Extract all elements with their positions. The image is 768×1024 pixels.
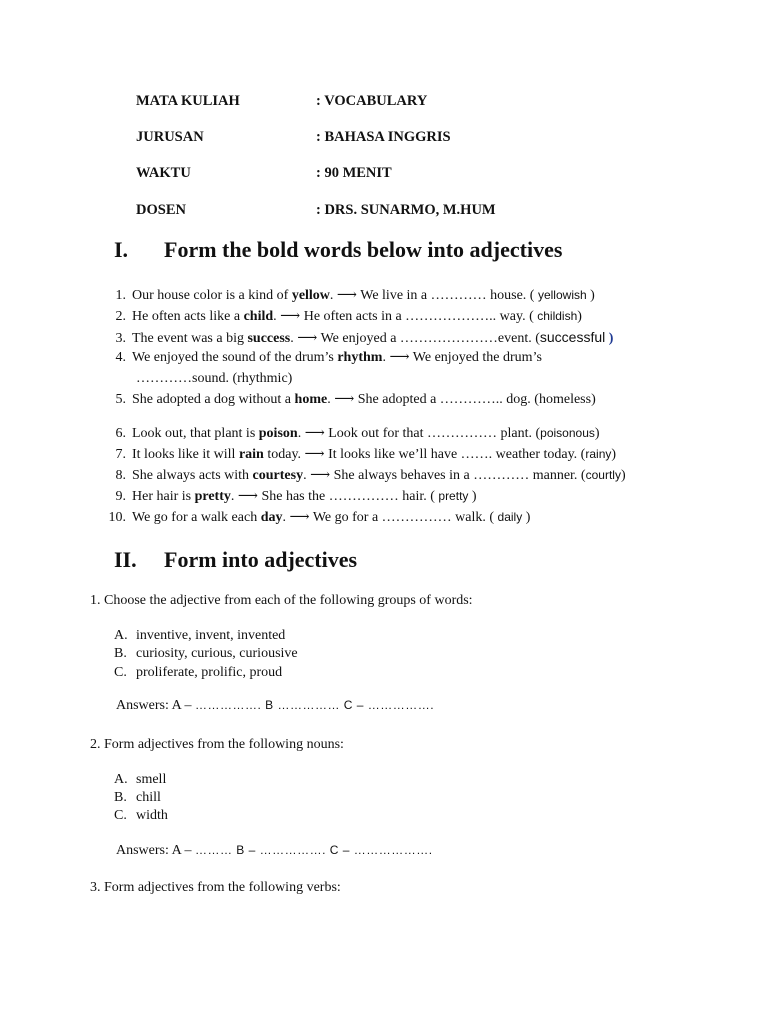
list-item: B. chill (114, 790, 161, 805)
header-label-time: WAKTU (136, 165, 191, 181)
list-item: C. width (114, 808, 168, 823)
question-2-answers: Answers: A – ……… B – ……………. C – ………………. (116, 843, 433, 858)
list-item: 5. She adopted a dog without a home. ⟶ She adopted a ………….. dog. (homeless) (115, 392, 596, 407)
list-item: 4. We enjoyed the sound of the drum’s rhythm. ⟶ We enjoyed the drum’s (115, 350, 542, 365)
question-2-prompt: 2. Form adjectives from the following nouns: (90, 737, 344, 752)
list-item: C. proliferate, prolific, proud (114, 665, 283, 680)
list-item: 8. She always acts with courtesy. ⟶ She always behaves in a ………… manner. (courtly) (115, 468, 626, 483)
list-item: B. curiosity, curious, curiousive (114, 646, 298, 661)
question-3-prompt: 3. Form adjectives from the following verbs: (90, 880, 341, 895)
list-item: 7. It looks like it will rain today. ⟶ It looks like we’ll have ……. weather today. (rainy) (115, 447, 617, 462)
header-label-lecturer: DOSEN (136, 202, 186, 218)
section1-numeral: I. (114, 237, 129, 262)
header-value-course: : VOCABULARY (316, 93, 428, 109)
list-item: A. smell (114, 772, 167, 787)
list-item: 2. He often acts like a child. ⟶ He often acts in a ……………….. way. ( childish) (115, 309, 582, 324)
list-item: 1. Our house color is a kind of yellow. ⟶ We live in a ………… house. ( yellowish ) (115, 288, 595, 303)
section1-title: Form the bold words below into adjectives (164, 237, 563, 262)
list-item: 9. Her hair is pretty. ⟶ She has the …………… hair. ( pretty ) (115, 489, 477, 504)
question-1-prompt: 1. Choose the adjective from each of the following groups of words: (90, 593, 473, 608)
header-value-time: : 90 MENIT (316, 165, 392, 181)
section2-title: Form into adjectives (164, 547, 358, 572)
header-label-department: JURUSAN (136, 129, 204, 145)
header-value-department: : BAHASA INGGRIS (316, 129, 451, 145)
question-1-answers: Answers: A – ……………. B …………… C – ……………. (116, 698, 435, 713)
list-item: 10. We go for a walk each day. ⟶ We go for a …………… walk. ( daily ) (108, 510, 531, 525)
header-label-course: MATA KULIAH (136, 93, 240, 109)
list-item: 3. The event was a big success. ⟶ We enjoyed a …………………event. (successful ) (115, 329, 614, 346)
list-item: 6. Look out, that plant is poison. ⟶ Look out for that …………… plant. (poisonous) (115, 426, 600, 441)
list-item-continuation: …………sound. (rhythmic) (136, 371, 293, 386)
section2-numeral: II. (114, 547, 137, 572)
list-item: A. inventive, invent, invented (114, 628, 286, 643)
header-value-lecturer: : DRS. SUNARMO, M.HUM (316, 202, 496, 218)
